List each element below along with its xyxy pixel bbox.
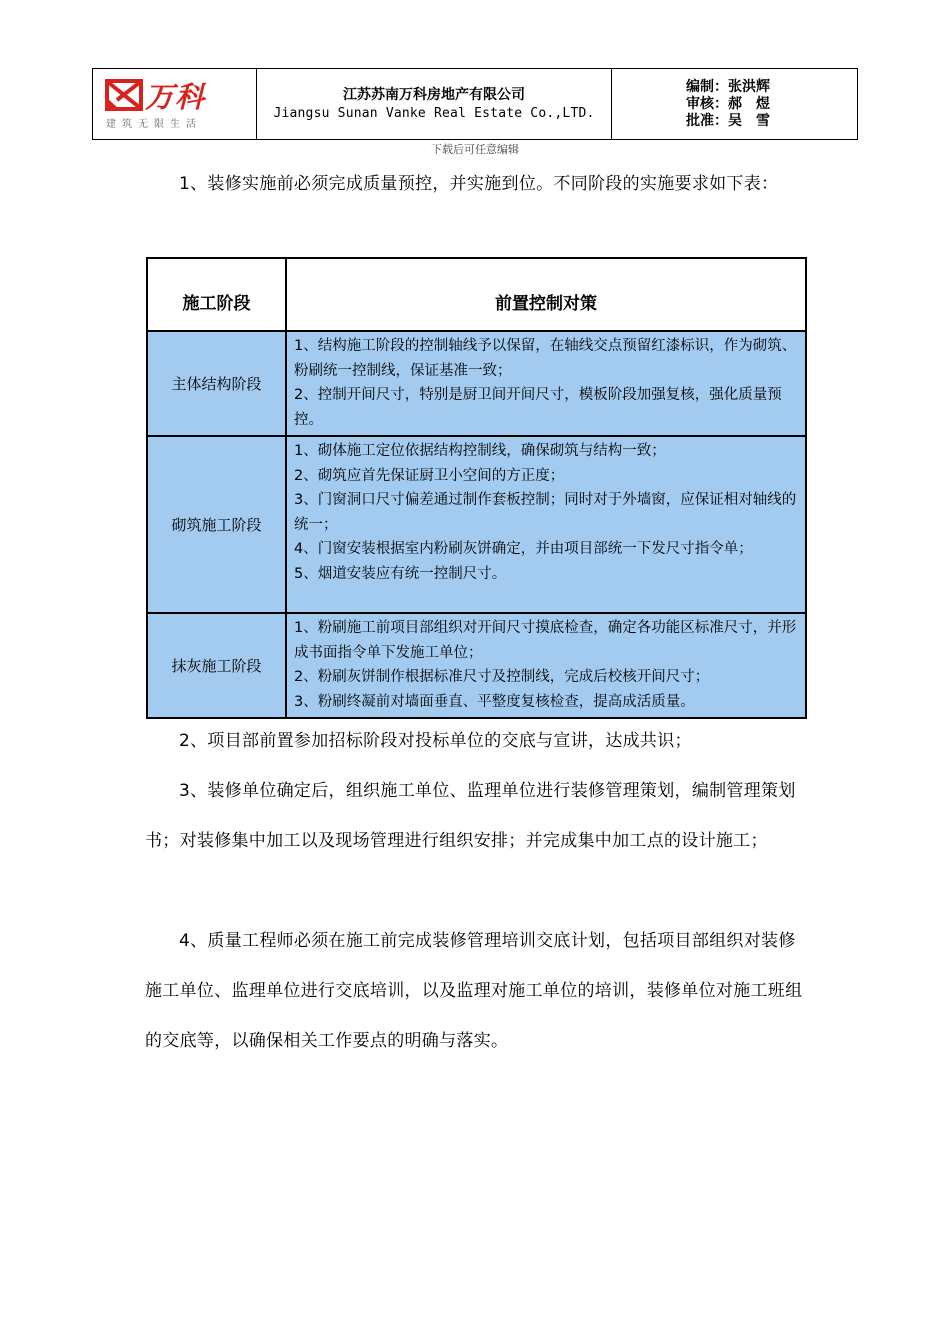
measure-item: 3、门窗洞口尺寸偏差通过制作套板控制；同时对于外墙窗，应保证相对轴线的统一； (294, 492, 797, 533)
compiled-by: 编制：张洪辉 (686, 78, 770, 95)
logo-cell (93, 69, 257, 139)
paragraph-2: 2、项目部前置参加招标阶段对投标单位的交底与宣讲，达成共识； (179, 731, 692, 751)
table-header-row (147, 258, 806, 331)
vanke-logo-icon (105, 78, 143, 112)
measures-cell (286, 331, 806, 436)
measure-item: 1、结构施工阶段的控制轴线予以保留，在轴线交点预留红漆标识，作为砌筑、粉刷统一控制线，保证基准一致； (294, 338, 797, 379)
measure-item: 4、门窗安装根据室内粉刷灰饼确定，并由项目部统一下发尺寸指令单； (294, 541, 753, 557)
logo-slogan: 建筑无限生活 (106, 119, 202, 130)
logo-brand-text: 万科 (145, 80, 206, 114)
document-header (92, 68, 858, 140)
measure-item: 5、烟道安装应有统一控制尺寸。 (294, 565, 507, 582)
paragraph-3: 3、装修单位确定后，组织施工单位、监理单位进行装修管理策划，编制管理策划书；对装修集中加工以及现场管理进行组织安排；并完成集中加工点的设计施工； (145, 781, 796, 851)
header-stage: 施工阶段 (147, 258, 286, 331)
signoff-cell (612, 69, 857, 139)
stage-cell: 砌筑施工阶段 (147, 436, 286, 613)
measure-item: 1、粉刷施工前项目部组织对开间尺寸摸底检查，确定各功能区标准尺寸，并形成书面指令单下发施工单位； (294, 620, 797, 661)
company-name-cn: 江苏苏南万科房地产有限公司 (343, 86, 525, 103)
company-name-en: Jiangsu Sunan Vanke Real Estate Co.,LTD. (273, 105, 595, 121)
reviewed-by: 审核：郝 煜 (686, 95, 770, 112)
table-row (147, 331, 806, 436)
measure-item: 3、粉刷终凝前对墙面垂直、平整度复核检查，提高成活质量。 (294, 693, 695, 710)
header-measures: 前置控制对策 (286, 258, 806, 331)
measure-item: 2、粉刷灰饼制作根据标准尺寸及控制线，完成后校核开间尺寸； (294, 669, 710, 685)
table-row (147, 436, 806, 613)
measure-item: 2、砌筑应首先保证厨卫小空间的方正度； (294, 467, 565, 484)
paragraph-4: 4、质量工程师必须在施工前完成装修管理培训交底计划，包括项目部组织对装修施工单位、监理单位进行交底培训，以及监理对施工单位的培训，装修单位对施工班组的交底等，以确保相关工作要点的明确与落实。 (145, 931, 803, 1051)
table-row (147, 613, 806, 718)
stage-cell: 主体结构阶段 (147, 331, 286, 436)
stage-cell: 抹灰施工阶段 (147, 613, 286, 718)
measures-cell (286, 613, 806, 718)
company-cell (257, 69, 612, 139)
paragraph-1: 1、装修实施前必须完成质量预控，并实施到位。不同阶段的实施要求如下表： (179, 174, 779, 194)
quality-control-table (146, 257, 807, 719)
measure-item: 1、砌体施工定位依据结构控制线，确保砌筑与结构一致； (294, 443, 666, 459)
approved-by: 批准：吴 雪 (686, 112, 770, 129)
measure-item: 2、控制开间尺寸，特别是厨卫间开间尺寸，模板阶段加强复核，强化质量预控。 (294, 387, 782, 428)
measures-cell (286, 436, 806, 613)
watermark-text: 下载后可任意编辑 (431, 143, 519, 156)
